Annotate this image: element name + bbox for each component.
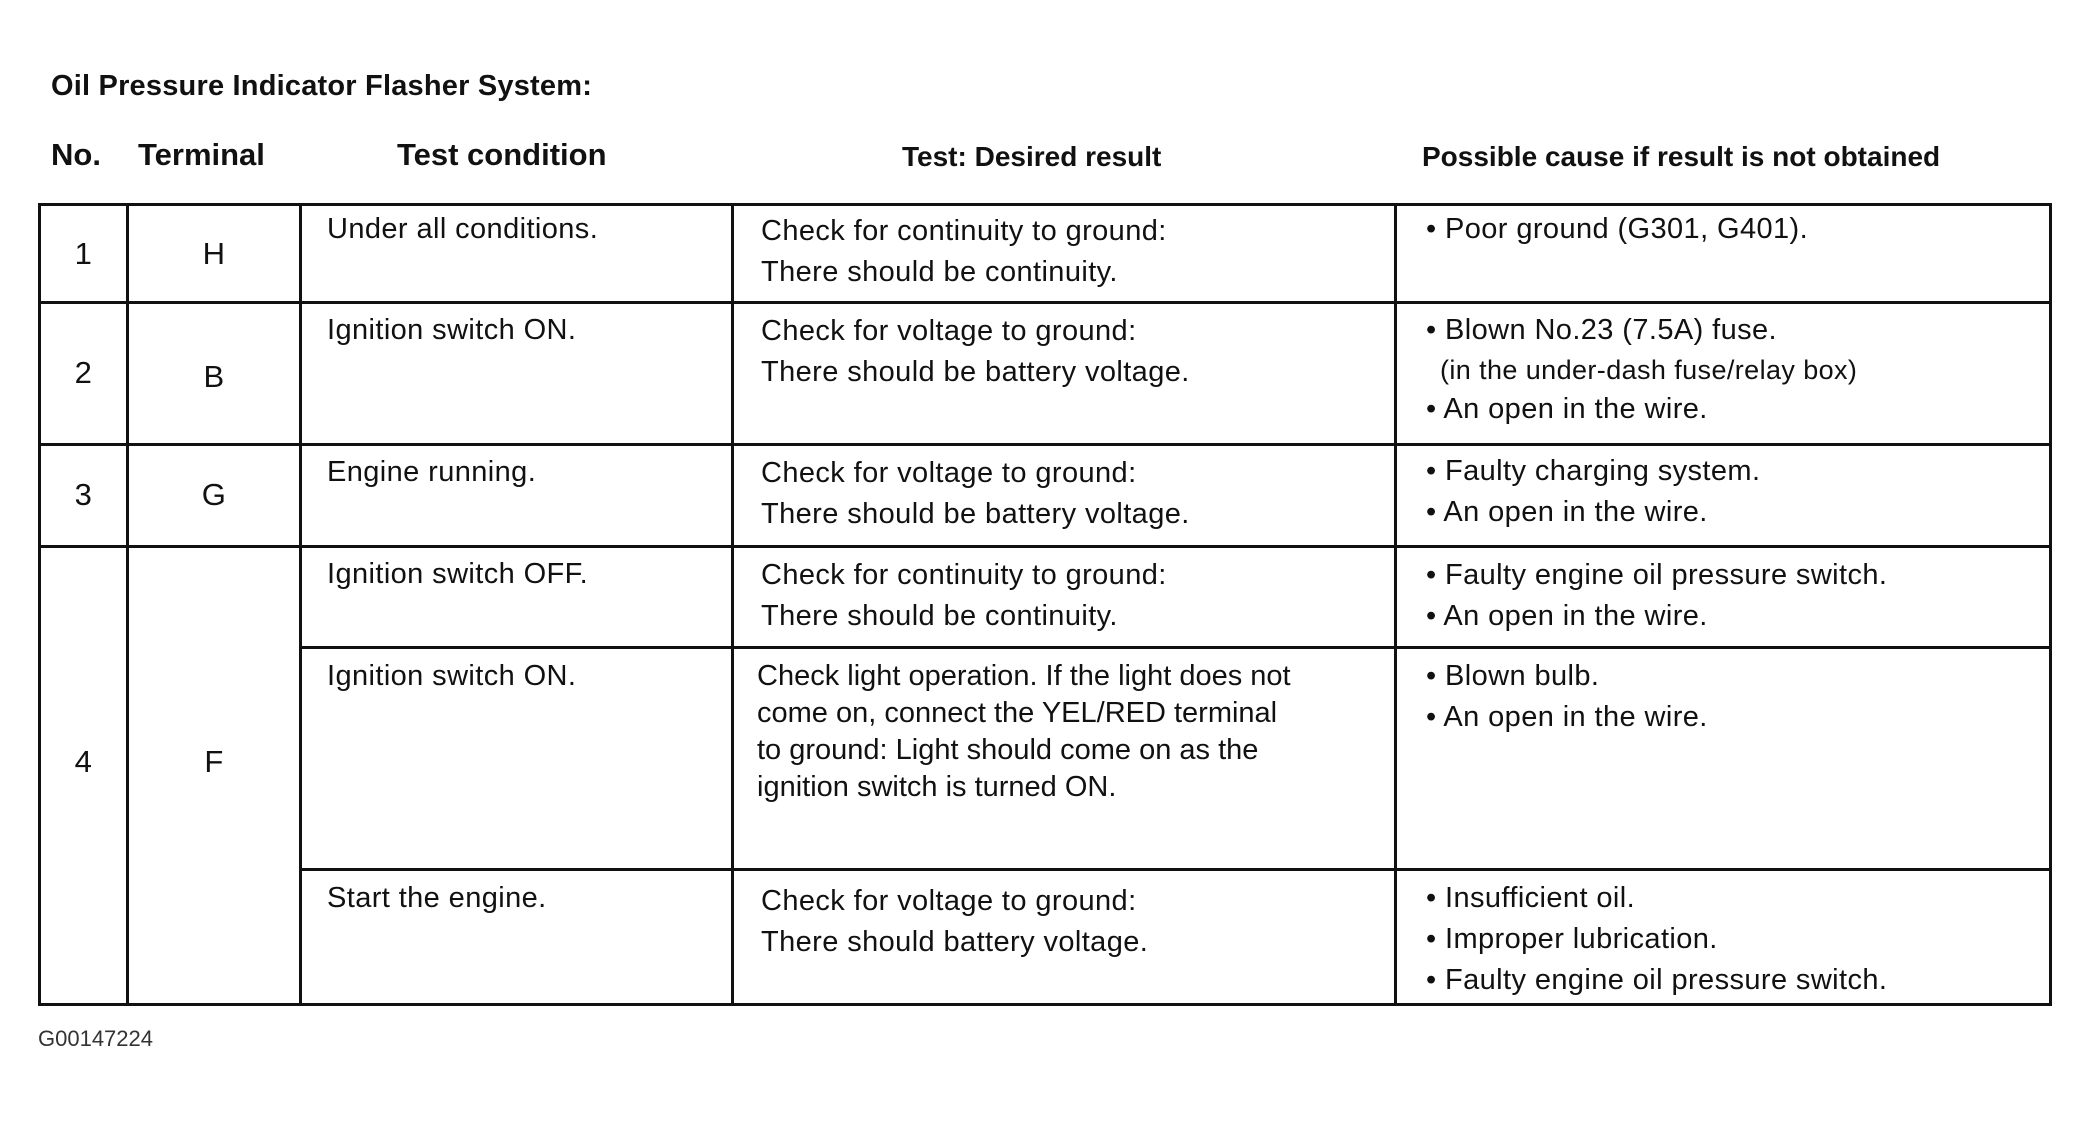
header-no: No. xyxy=(51,137,101,172)
row-4-terminal: F xyxy=(204,744,224,779)
row-4b-result: Check light operation. If the light does not come on, connect the YEL/RED terminal to ground: Light should come on as the ignition switch is turned ON. xyxy=(757,660,1291,803)
row-3-result: Check for voltage to ground: There should be battery voltage. xyxy=(761,457,1190,530)
column-divider xyxy=(126,206,129,1003)
row-4c-result: Check for voltage to ground: There should battery voltage. xyxy=(761,885,1149,958)
row-divider xyxy=(299,646,2049,649)
row-1-terminal: H xyxy=(202,236,226,271)
figure-id: G00147224 xyxy=(38,1026,153,1051)
row-divider xyxy=(299,868,2049,871)
row-3-causes: • Faulty charging system. • An open in the wire. xyxy=(1426,455,1761,528)
row-1-no: 1 xyxy=(74,236,93,271)
row-1-causes: • Poor ground (G301, G401). xyxy=(1426,213,1809,245)
row-2-condition: Ignition switch ON. xyxy=(327,314,577,346)
row-4c-causes: • Insufficient oil. • Improper lubrication. • Faulty engine oil pressure switch. xyxy=(1426,882,1888,996)
column-divider xyxy=(731,206,734,1003)
row-1-condition: Under all conditions. xyxy=(327,213,599,245)
row-4a-condition: Ignition switch OFF. xyxy=(327,558,589,590)
row-2-causes: • Blown No.23 (7.5A) fuse. (in the under-dash fuse/relay box) • An open in the wire. xyxy=(1426,314,1858,425)
row-2-result: Check for voltage to ground: There should be battery voltage. xyxy=(761,315,1190,388)
row-divider xyxy=(41,443,2049,446)
row-divider xyxy=(41,545,2049,548)
column-divider xyxy=(1394,206,1397,1003)
row-3-no: 3 xyxy=(74,477,93,512)
row-4a-causes: • Faulty engine oil pressure switch. • An open in the wire. xyxy=(1426,559,1888,632)
header-desired-result: Test: Desired result xyxy=(902,141,1162,172)
row-4b-causes: • Blown bulb. • An open in the wire. xyxy=(1426,660,1708,733)
header-test-condition: Test condition xyxy=(397,137,607,172)
row-4b-condition: Ignition switch ON. xyxy=(327,660,577,692)
test-table xyxy=(38,203,2052,1006)
row-3-condition: Engine running. xyxy=(327,456,537,488)
row-4a-result: Check for continuity to ground: There should be continuity. xyxy=(761,559,1167,632)
row-2-no: 2 xyxy=(74,355,93,390)
header-terminal: Terminal xyxy=(138,137,265,172)
row-divider xyxy=(41,301,2049,304)
document-title: Oil Pressure Indicator Flasher System: xyxy=(51,70,593,102)
row-2-terminal: B xyxy=(203,359,225,394)
row-3-terminal: G xyxy=(201,477,227,512)
row-4c-condition: Start the engine. xyxy=(327,882,547,914)
row-4-no: 4 xyxy=(74,744,93,779)
header-possible-cause: Possible cause if result is not obtained xyxy=(1422,141,1941,172)
row-1-result: Check for continuity to ground: There should be continuity. xyxy=(761,215,1167,288)
column-divider xyxy=(299,206,302,1003)
